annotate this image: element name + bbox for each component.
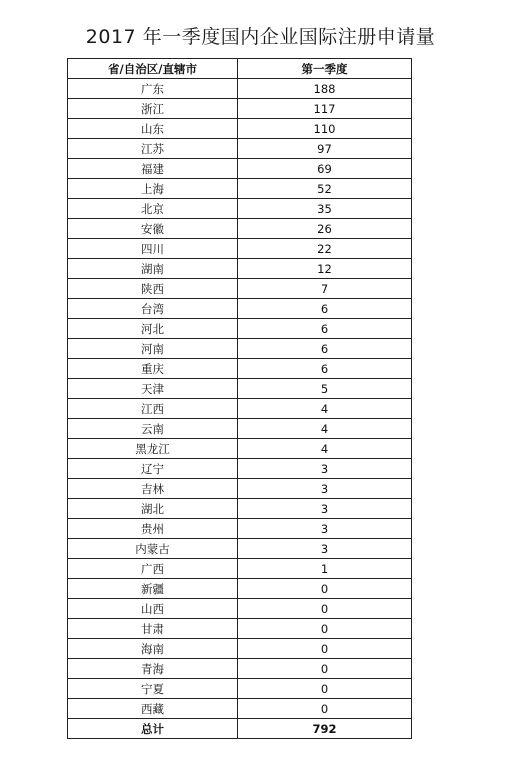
table-row [68, 259, 412, 279]
q1-value-cell: 0 [238, 679, 412, 699]
table-row [68, 419, 412, 439]
region-cell: 新疆 [68, 579, 238, 599]
table-row [68, 399, 412, 419]
region-cell: 辽宁 [68, 459, 238, 479]
region-cell: 福建 [68, 159, 238, 179]
q1-value-cell: 7 [238, 279, 412, 299]
q1-value-cell: 26 [238, 219, 412, 239]
q1-value-cell: 0 [238, 659, 412, 679]
table-row [68, 99, 412, 119]
region-cell: 青海 [68, 659, 238, 679]
table-row [68, 119, 412, 139]
table-row [68, 159, 412, 179]
table-row [68, 539, 412, 559]
q1-value-cell: 69 [238, 159, 412, 179]
table-row [68, 339, 412, 359]
q1-value-cell: 5 [238, 379, 412, 399]
region-cell: 河北 [68, 319, 238, 339]
table-row [68, 219, 412, 239]
q1-value-cell: 1 [238, 559, 412, 579]
table-row [68, 439, 412, 459]
q1-value-cell: 3 [238, 499, 412, 519]
table-row [68, 359, 412, 379]
table-row [68, 559, 412, 579]
region-cell: 北京 [68, 199, 238, 219]
region-cell: 云南 [68, 419, 238, 439]
region-cell: 浙江 [68, 99, 238, 119]
region-cell: 湖北 [68, 499, 238, 519]
table-row [68, 319, 412, 339]
region-cell: 山东 [68, 119, 238, 139]
q1-value-cell: 6 [238, 319, 412, 339]
region-cell: 内蒙古 [68, 539, 238, 559]
q1-value-cell: 0 [238, 579, 412, 599]
q1-value-cell: 0 [238, 639, 412, 659]
region-cell: 台湾 [68, 299, 238, 319]
region-cell: 贵州 [68, 519, 238, 539]
q1-value-cell: 188 [238, 79, 412, 99]
table-body [68, 79, 412, 719]
q1-value-cell: 117 [238, 99, 412, 119]
q1-value-cell: 3 [238, 539, 412, 559]
q1-value-cell: 4 [238, 399, 412, 419]
q1-value-cell: 97 [238, 139, 412, 159]
q1-value-cell: 6 [238, 359, 412, 379]
table-row [68, 139, 412, 159]
total-value: 792 [238, 719, 412, 739]
region-cell: 四川 [68, 239, 238, 259]
region-cell: 重庆 [68, 359, 238, 379]
table-row [68, 579, 412, 599]
region-cell: 湖南 [68, 259, 238, 279]
q1-value-cell: 0 [238, 599, 412, 619]
q1-value-cell: 110 [238, 119, 412, 139]
region-cell: 西藏 [68, 699, 238, 719]
total-label: 总计 [68, 719, 238, 739]
header-region: 省/自治区/直辖市 [68, 59, 238, 79]
region-cell: 广东 [68, 79, 238, 99]
table-row [68, 619, 412, 639]
table-header-row [68, 59, 412, 79]
table-row [68, 699, 412, 719]
region-cell: 江西 [68, 399, 238, 419]
q1-value-cell: 3 [238, 519, 412, 539]
q1-value-cell: 6 [238, 339, 412, 359]
q1-value-cell: 0 [238, 619, 412, 639]
q1-value-cell: 4 [238, 439, 412, 459]
table-row [68, 479, 412, 499]
registration-table [67, 58, 412, 739]
table-row [68, 659, 412, 679]
header-q1: 第一季度 [238, 59, 412, 79]
region-cell: 山西 [68, 599, 238, 619]
q1-value-cell: 6 [238, 299, 412, 319]
region-cell: 陕西 [68, 279, 238, 299]
q1-value-cell: 4 [238, 419, 412, 439]
region-cell: 天津 [68, 379, 238, 399]
table-row [68, 679, 412, 699]
region-cell: 宁夏 [68, 679, 238, 699]
table-row [68, 179, 412, 199]
region-cell: 河南 [68, 339, 238, 359]
table-row [68, 79, 412, 99]
q1-value-cell: 35 [238, 199, 412, 219]
table-row [68, 499, 412, 519]
q1-value-cell: 3 [238, 479, 412, 499]
total-row [68, 719, 412, 739]
region-cell: 黑龙江 [68, 439, 238, 459]
q1-value-cell: 0 [238, 699, 412, 719]
region-cell: 海南 [68, 639, 238, 659]
q1-value-cell: 3 [238, 459, 412, 479]
table-row [68, 599, 412, 619]
table-row [68, 299, 412, 319]
region-cell: 广西 [68, 559, 238, 579]
region-cell: 甘肃 [68, 619, 238, 639]
table-row [68, 279, 412, 299]
q1-value-cell: 12 [238, 259, 412, 279]
table-row [68, 199, 412, 219]
table-row [68, 519, 412, 539]
table-row [68, 459, 412, 479]
page-title: 2017 年一季度国内企业国际注册申请量 [85, 26, 436, 48]
table-row [68, 379, 412, 399]
table-row [68, 639, 412, 659]
region-cell: 江苏 [68, 139, 238, 159]
region-cell: 吉林 [68, 479, 238, 499]
q1-value-cell: 52 [238, 179, 412, 199]
q1-value-cell: 22 [238, 239, 412, 259]
table-row [68, 239, 412, 259]
region-cell: 上海 [68, 179, 238, 199]
region-cell: 安徽 [68, 219, 238, 239]
